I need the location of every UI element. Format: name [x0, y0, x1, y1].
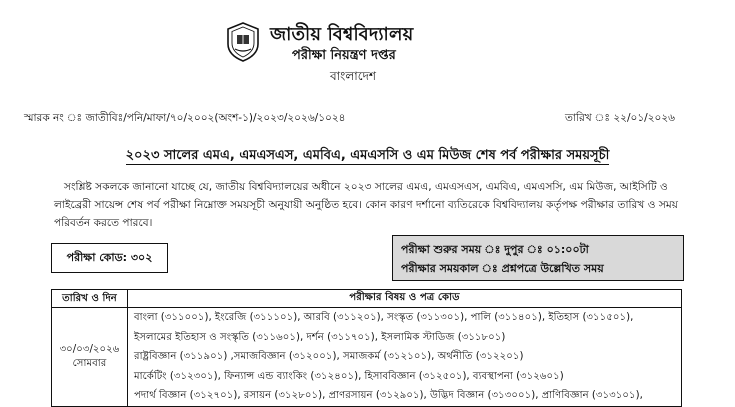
exam-date: ৩০/০৩/২০২৬	[59, 343, 120, 355]
intro-paragraph: সংশ্লিষ্ট সকলকে জানানো যাচ্ছে যে, জাতীয় বিশ্ববিদ্যালয়ের অধীনে ২০২৩ সালের এমএ, এমএসএস, এমবিএ, এমএসসি, এম মিউজ, আইসিটি ও লাইব্রেরী সায়েন্স শেষ পর্ব পরীক্ষা নিম্নোক্ত সময়সূচী অনুযায়ী অনুষ্ঠিত হবে। কোন কারণ দর্শানো ব্যতিরেকে বিশ্ববিদ্যালয় কর্তৃপক্ষ পরীক্ষার তারিখ ও সময় পরিবর্তন করতে পারবে।	[54, 181, 678, 229]
subjects-cell	[128, 308, 682, 407]
date-cell	[52, 308, 128, 407]
exam-timing-box	[392, 235, 684, 281]
subject-line: বাংলা (৩১১০০১), ইংরেজি (৩১১১০১), আরবি (৩১১২০১), সংস্কৃত (৩১১৩০১), পালি (৩১১৪০১), ইতিহাস (৩১১৫০১),	[134, 312, 634, 323]
memo-date: তারিখ ঃ ২২/০১/২০২৬	[565, 112, 675, 124]
header-subject-code: পরীক্ষার বিষয় ও পত্র কোড	[128, 290, 682, 308]
subject-line: ইসলামের ইতিহাস ও সংস্কৃতি (৩১১৬০১), দর্শন (৩১১৭০১), ইসলামিক স্টাডিজ (৩১১৮০১)	[134, 331, 506, 343]
university-logo	[226, 22, 260, 62]
exam-start-time: পরীক্ষা শুরুর সময় ঃ দুপুর ঃ ০১:০০টা	[401, 243, 589, 256]
subject-line: মার্কেটিং (৩১২৩০১), ফিন্যান্স এন্ড ব্যাংকিং (৩১২৪০১), হিসাববিজ্ঞান (৩১২৫০১), ব্যবস্থাপনা (৩১২৬০১)	[134, 370, 564, 382]
exam-schedule-table	[51, 289, 682, 407]
subject-line: রাষ্ট্রবিজ্ঞান (৩১১৯০১) ,সমাজবিজ্ঞান (৩১২০০১), সমাজকর্ম (৩১২১০১), অর্থনীতি (৩১২২০১)	[134, 351, 524, 362]
exam-code-box: পরীক্ষা কোড: ৩০২	[51, 243, 168, 273]
notice-title	[0, 146, 735, 167]
exam-day: সোমবার	[72, 357, 107, 369]
notice-title-text: ২০২৩ সালের এমএ, এমএসএস, এমবিএ, এমএসসি ও এম মিউজ শেষ পর্ব পরীক্ষার সময়সূচী	[125, 148, 610, 163]
office-name: পরীক্ষা নিয়ন্ত্রণ দপ্তর	[292, 48, 396, 63]
memo-reference: স্মারক নং ঃ জাতীবিঃ/পনি/মাফা/৭০/২০০২(অংশ-১)/২০২৩/২০২৬/১০২৪	[24, 112, 346, 124]
country-name: বাংলাদেশ	[330, 69, 376, 83]
header-date-day: তারিখ ও দিন	[52, 290, 128, 308]
subject-line: পদার্থ বিজ্ঞান (৩১২৭০১), রসায়ন (৩১২৮০১), প্রাণরসায়ন (৩১২৯০১), উদ্ভিদ বিজ্ঞান (৩১৩০০১), প্রাণিবিজ্ঞান (৩১৩১০১),	[134, 390, 643, 401]
table-row	[52, 308, 682, 407]
university-name: জাতীয় বিশ্ববিদ্যালয়	[270, 24, 414, 45]
table-header-row	[52, 290, 682, 308]
exam-duration: পরীক্ষার সময়কাল ঃ প্রশ্নপত্রে উল্লেখিত সময়	[401, 262, 604, 275]
